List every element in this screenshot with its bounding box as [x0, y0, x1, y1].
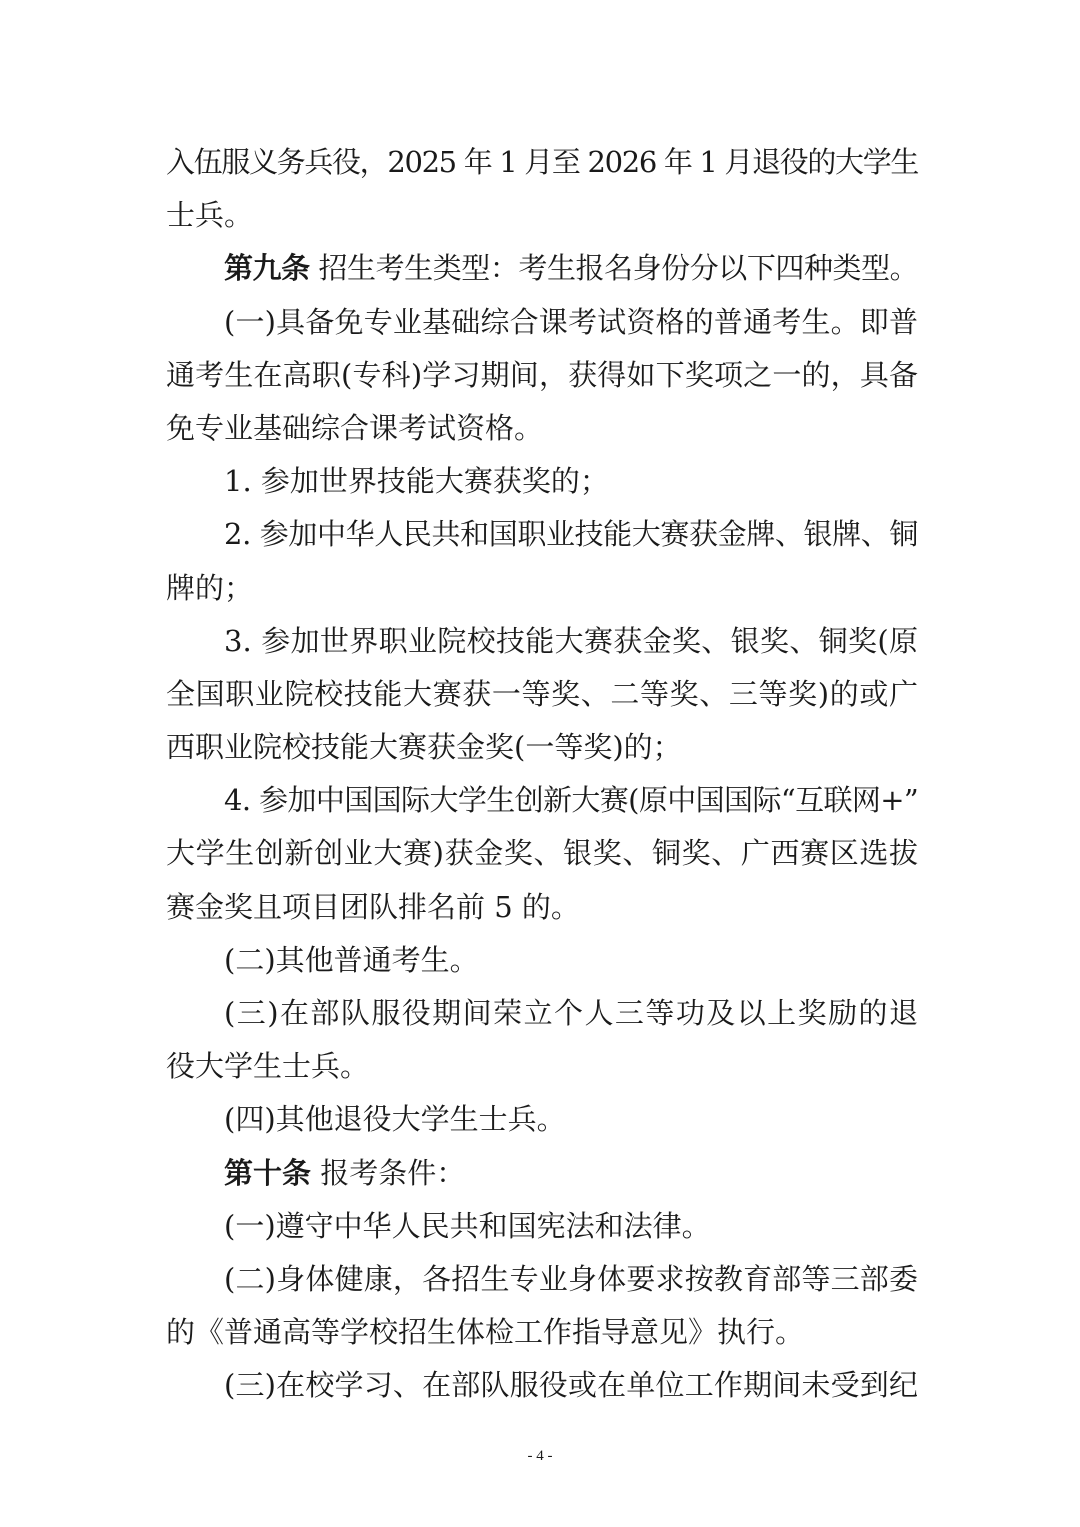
list-item: (一)遵守中华人民共和国宪法和法律。 [224, 1208, 711, 1243]
article-heading: 第九条 [224, 251, 310, 286]
page-number: - 4 - [527, 1448, 553, 1464]
article-text: 招生考生类型：考生报名身份分以下四种类型。 [309, 251, 919, 286]
text-line: 士兵。 [166, 198, 254, 233]
list-item: 4. 参加中国国际大学生创新大赛(原中国国际“互联网+” [224, 783, 919, 818]
list-item: 3. 参加世界职业院校技能大赛获金奖、银奖、铜奖(原 [224, 623, 918, 658]
text-line: (一)具备免专业基础综合课考试资格的普通考生。即普 [224, 304, 918, 339]
text-line: 免专业基础综合课考试资格。 [166, 410, 544, 445]
list-item: (三)在校学习、在部队服役或在单位工作期间未受到纪 [224, 1368, 918, 1403]
article-text: 报考条件： [311, 1155, 466, 1190]
list-item: (二)身体健康，各招生专业身体要求按教育部等三部委 [224, 1261, 918, 1296]
list-item: (二)其他普通考生。 [224, 942, 479, 977]
text-line: 赛金奖且项目团队排名前 5 的。 [166, 889, 580, 924]
text-line: 入伍服义务兵役，2025 年 1 月至 2026 年 1 月退役的大学生 [166, 145, 919, 179]
text-line: 西职业院校技能大赛获金奖(一等奖)的； [166, 730, 682, 765]
list-item: (三)在部队服役期间荣立个人三等功及以上奖励的退 [224, 996, 918, 1030]
text-line: 牌的； [166, 570, 254, 605]
article-nine-line [166, 242, 918, 295]
article-ten-line [166, 1147, 918, 1200]
list-item: 2. 参加中华人民共和国职业技能大赛获金牌、银牌、铜 [224, 517, 918, 552]
list-item: (四)其他退役大学生士兵。 [224, 1102, 566, 1137]
article-heading: 第十条 [224, 1155, 312, 1190]
text-line: 全国职业院校技能大赛获一等奖、二等奖、三等奖)的或广 [166, 676, 918, 711]
text-line: 大学生创新创业大赛)获金奖、银奖、铜奖、广西赛区选拔 [166, 836, 918, 871]
list-item: 1. 参加世界技能大赛获奖的； [224, 464, 609, 499]
text-line: 役大学生士兵。 [166, 1049, 370, 1084]
text-line: 的《普通高等学校招生体检工作指导意见》执行。 [166, 1315, 805, 1350]
document-body [166, 136, 918, 1413]
text-line: 通考生在高职(专科)学习期间，获得如下奖项之一的，具备 [166, 357, 918, 392]
